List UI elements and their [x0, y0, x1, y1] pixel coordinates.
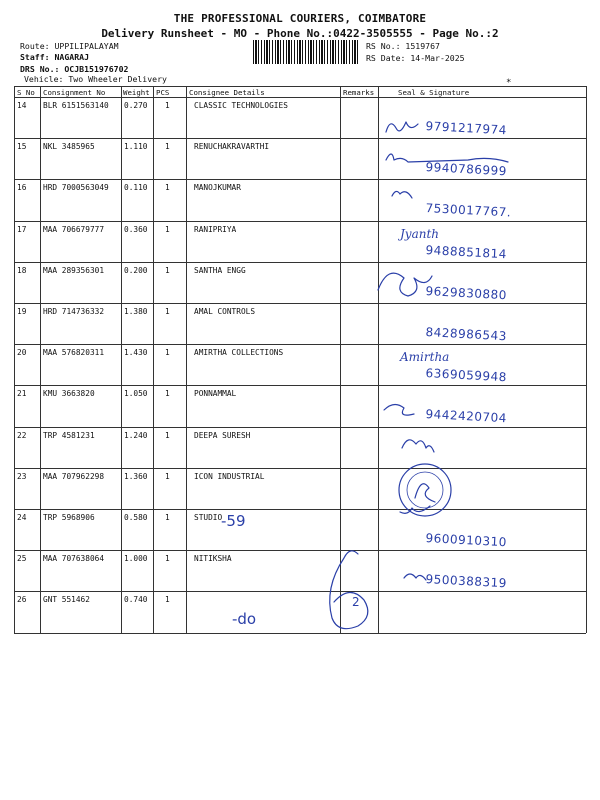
cell-consignment: MAA 707962298 — [43, 472, 105, 481]
column-rule — [153, 86, 154, 633]
signature-phone: 6369059948 — [425, 366, 508, 385]
cell-consignment: MAA 706679777 — [43, 225, 105, 234]
signature-name: Jyanth — [400, 227, 440, 241]
cell-consignee: ICON INDUSTRIAL — [194, 472, 265, 481]
signature-phone: 9488851814 — [425, 243, 508, 262]
signature-phone: 7530017767. — [425, 201, 512, 220]
rs-number: RS No.: 1519767 — [366, 41, 440, 51]
cell-pcs: 1 — [165, 431, 170, 440]
signature-phone: 9629830880 — [425, 284, 508, 303]
cell-sno: 24 — [17, 513, 27, 522]
cell-consignee: AMIRTHA COLLECTIONS — [194, 348, 284, 357]
cell-weight: 1.110 — [124, 142, 148, 151]
drs-label: DRS No.: OCJB151976702 — [20, 64, 129, 74]
column-header: Remarks — [343, 88, 375, 97]
cell-weight: 1.430 — [124, 348, 148, 357]
row-rule — [14, 550, 586, 551]
cell-consignment: HRD 714736332 — [43, 307, 105, 316]
cell-pcs: 1 — [165, 225, 170, 234]
cell-consignee: STUDIO — [194, 513, 223, 522]
cell-consignment: NKL 3485965 — [43, 142, 95, 151]
signature-scribble-21 — [384, 404, 414, 415]
row-rule — [14, 221, 586, 222]
cell-weight: 1.050 — [124, 389, 148, 398]
signature-phone: 9600910310 — [425, 531, 508, 550]
header-bottom-rule — [14, 97, 586, 98]
cell-sno: 18 — [17, 266, 27, 275]
cell-weight: 0.110 — [124, 183, 148, 192]
signature-phone: 9442420704 — [425, 407, 508, 426]
circled-note: 2 — [352, 595, 360, 609]
column-header: Consignment No — [43, 88, 106, 97]
cell-consignment: MAA 576820311 — [43, 348, 105, 357]
cell-consignee: SANTHA ENGG — [194, 266, 246, 275]
column-header: S No — [17, 88, 35, 97]
column-rule — [378, 86, 379, 633]
row-rule — [14, 344, 586, 345]
row-rule — [14, 262, 586, 263]
cell-sno: 21 — [17, 389, 27, 398]
cell-pcs: 1 — [165, 183, 170, 192]
cell-consignment: TRP 5968906 — [43, 513, 95, 522]
cell-consignee: RENUCHAKRAVARTHI — [194, 142, 270, 151]
cell-pcs: 1 — [165, 101, 170, 110]
column-header: Weight — [123, 88, 150, 97]
cell-pcs: 1 — [165, 554, 170, 563]
cell-consignment: HRD 7000563049 — [43, 183, 109, 192]
cell-consignment: MAA 707638064 — [43, 554, 105, 563]
column-rule — [186, 86, 187, 633]
row-rule — [14, 427, 586, 428]
document-title: THE PROFESSIONAL COURIERS, COIMBATORE — [173, 12, 427, 25]
column-rule — [586, 86, 587, 633]
cell-sno: 26 — [17, 595, 27, 604]
seal-stamp-inner — [407, 472, 443, 508]
signature-name: Amirtha — [400, 350, 450, 364]
row-rule — [14, 138, 586, 139]
cell-pcs: 1 — [165, 472, 170, 481]
cell-sno: 22 — [17, 431, 27, 440]
cell-consignment: BLR 6151563140 — [43, 101, 109, 110]
column-rule — [121, 86, 122, 633]
cell-weight: 0.270 — [124, 101, 148, 110]
cell-sno: 23 — [17, 472, 27, 481]
cell-consignee: CLASSIC TECHNOLOGIES — [194, 101, 288, 110]
asterisk-mark: * — [506, 78, 512, 88]
cell-pcs: 1 — [165, 348, 170, 357]
row-rule — [14, 468, 586, 469]
cell-weight: 0.200 — [124, 266, 148, 275]
cell-consignment: KMU 3663820 — [43, 389, 95, 398]
cell-weight: 1.380 — [124, 307, 148, 316]
signature-scribble-14 — [386, 122, 418, 132]
row-rule — [14, 633, 586, 634]
cell-consignment: GNT 551462 — [43, 595, 90, 604]
signature-scribble-18 — [378, 273, 432, 296]
cell-pcs: 1 — [165, 595, 170, 604]
row-rule — [14, 303, 586, 304]
barcode — [253, 40, 358, 64]
cell-sno: 14 — [17, 101, 27, 110]
route-label: Route: UPPILIPALAYAM — [20, 41, 119, 51]
cell-sno: 15 — [17, 142, 27, 151]
cell-sno: 16 — [17, 183, 27, 192]
signature-phone: 9791217974 — [425, 119, 508, 138]
signature-phone: 9500388319 — [425, 572, 508, 591]
cell-pcs: 1 — [165, 389, 170, 398]
cell-consignee: RANIPRIYA — [194, 225, 237, 234]
cell-consignee: PONNAMMAL — [194, 389, 237, 398]
cell-consignee: NITIKSHA — [194, 554, 232, 563]
cell-pcs: 1 — [165, 513, 170, 522]
column-header: Seal & Signature — [398, 88, 470, 97]
cell-sno: 25 — [17, 554, 27, 563]
column-rule — [14, 86, 15, 633]
runsheet-subtitle: Delivery Runsheet - MO - Phone No.:0422-3505555 - Page No.:2 — [101, 27, 499, 40]
cell-sno: 19 — [17, 307, 27, 316]
column-header: PCS — [156, 88, 170, 97]
cell-weight: 1.240 — [124, 431, 148, 440]
column-rule — [340, 86, 341, 633]
table-top-rule — [14, 86, 586, 87]
cell-weight: 0.580 — [124, 513, 148, 522]
cell-weight: 0.360 — [124, 225, 148, 234]
row26-note: -do — [232, 610, 257, 628]
circled-mark — [330, 551, 368, 629]
cell-consignment: MAA 289356301 — [43, 266, 105, 275]
row-rule — [14, 385, 586, 386]
column-header: Consignee Details — [189, 88, 265, 97]
cell-sno: 17 — [17, 225, 27, 234]
seal-mark — [415, 484, 435, 502]
cell-pcs: 1 — [165, 142, 170, 151]
cell-sno: 20 — [17, 348, 27, 357]
cell-weight: 1.000 — [124, 554, 148, 563]
row-rule — [14, 509, 586, 510]
cell-consignee: MANOJKUMAR — [194, 183, 241, 192]
cell-consignee: AMAL CONTROLS — [194, 307, 256, 316]
vehicle-label: Vehicle: Two Wheeler Delivery — [24, 74, 167, 84]
signature-phone: 9940786999 — [425, 160, 508, 179]
cell-weight: 1.360 — [124, 472, 148, 481]
cell-consignment: TRP 4581231 — [43, 431, 95, 440]
cell-pcs: 1 — [165, 307, 170, 316]
row-rule — [14, 179, 586, 180]
cell-consignee: DEEPA SURESH — [194, 431, 251, 440]
studio-note: -59 — [221, 512, 246, 530]
column-rule — [40, 86, 41, 633]
cell-pcs: 1 — [165, 266, 170, 275]
signature-phone: 8428986543 — [425, 325, 508, 344]
cell-weight: 0.740 — [124, 595, 148, 604]
signature-scribble-16 — [392, 191, 412, 198]
signature-scribble-22 — [402, 440, 434, 452]
rs-date: RS Date: 14-Mar-2025 — [366, 53, 465, 63]
row-rule — [14, 591, 586, 592]
staff-label: Staff: NAGARAJ — [20, 52, 90, 62]
signature-scribble-25 — [404, 574, 426, 580]
